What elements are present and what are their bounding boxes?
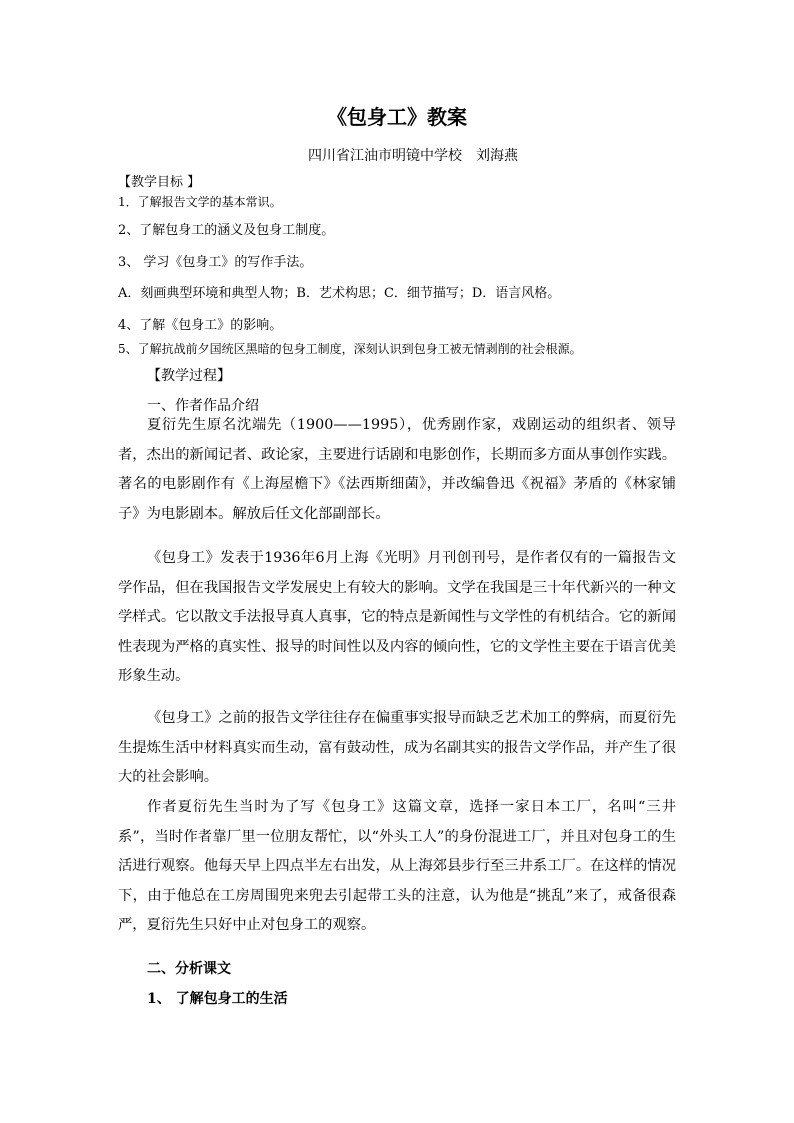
objective-item: 4、了解《包身工》的影响。 [118, 318, 283, 333]
objective-item: 1．了解报告文学的基本常识。 [118, 195, 282, 209]
paragraph: 《包身工》发表于1936年6月上海《光明》月刊创刊号，是作者仅有的一篇报告文学作品，但在我国报告文学发展史上有较大的影响。文学在我国是三十年代新兴的一种文学样式。它以散文手法报导真人真事，它的特点是新闻性与文学性的有机结合。它的新闻性表现为严格的真实性、报导的时间性以及内容的倾向性，它的文学性主要在于语言优美形象生动。 [118, 550, 676, 685]
objective-item: 2、了解包身工的涵义及包身工制度。 [118, 223, 335, 238]
subsection-heading: 1、 了解包身工的生活 [147, 991, 288, 1007]
paragraph: 夏衍先生原名沈端先（1900——1995），优秀剧作家，戏剧运动的组织者、领导者，杰出的新闻记者、政论家，主要进行话剧和电影创作，长期而多方面从事创作实践。著名的电影剧作有《上海屋檐下》《法西斯细菌》，并改编鲁迅《祝福》茅盾的《林家铺子》为电影剧本。解放后任文化部副部长。 [118, 417, 676, 522]
objectives-heading: 【教学目标 】 [118, 175, 201, 190]
document-title: 《包身工》教案 [327, 105, 467, 129]
paragraph: 作者夏衍先生当时为了写《包身工》这篇文章，选择一家日本工厂，名叫“三井系”，当时作者靠厂里一位朋友帮忙，以“外头工人”的身份混进工厂，并且对包身工的生活进行观察。他每天早上四点半左右出发，从上海郊县步行至三井系工厂。在这样的情况下，由于他总在工房周围兜来兜去引起带工头的注意，认为他是“挑乱”来了，戒备很森严，夏衍先生只好中止对包身工的观察。 [118, 799, 676, 934]
section-heading: 一、作者作品介绍 [147, 398, 259, 414]
author-line: 四川省江油市明镜中学校 刘海燕 [308, 148, 518, 164]
section-heading: 二、分析课文 [147, 961, 231, 977]
paragraph: 《包身工》之前的报告文学往往存在偏重事实报导而缺乏艺术加工的弊病，而夏衍先生提炼生活中材料真实而生动，富有鼓动性，成为名副其实的报告文学作品，并产生了很大的社会影响。 [118, 710, 676, 786]
process-heading: 【教学过程】 [147, 368, 231, 384]
objective-item: 5、了解抗战前夕国统区黑暗的包身工制度，深刻认识到包身工被无情剥削的社会根源。 [118, 342, 582, 356]
objective-item: 3、 学习《包身工》的写作手法。 [118, 255, 313, 270]
objective-item: A．刻画典型环境和典型人物；B．艺术构思；C．细节描写；D．语言风格。 [118, 286, 561, 301]
